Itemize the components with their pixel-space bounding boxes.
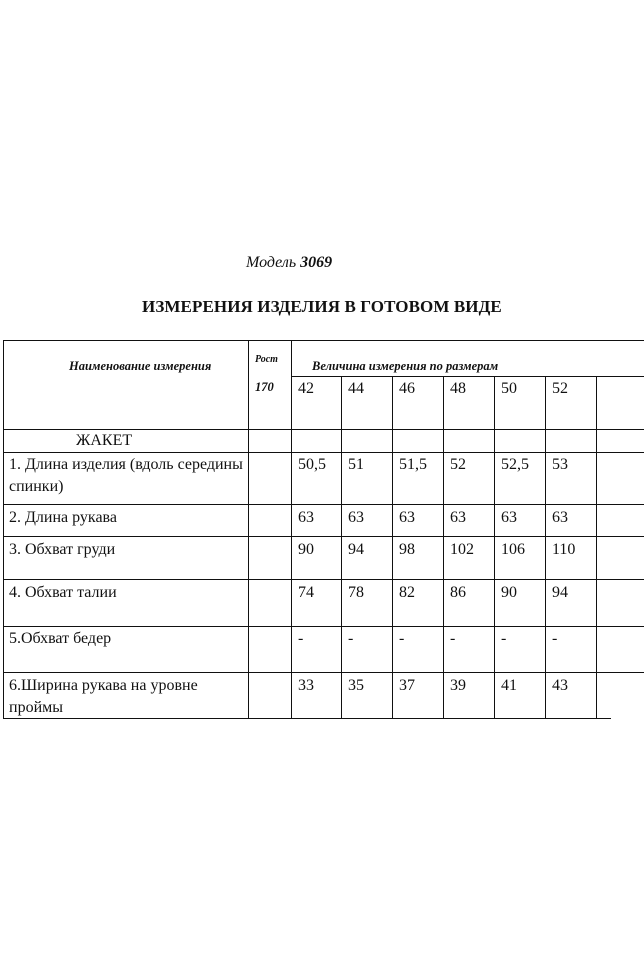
- size-header-44: 44: [348, 380, 364, 397]
- table-cell: 35: [348, 677, 364, 694]
- table-cell: 102: [450, 541, 474, 558]
- table-cell: 94: [348, 541, 364, 558]
- table-cell: -: [298, 630, 304, 647]
- table-cell: 63: [298, 509, 314, 526]
- table-cell: 90: [501, 584, 517, 601]
- table-cell: 106: [501, 541, 525, 558]
- table-cell: 63: [552, 509, 568, 526]
- table-cell: 78: [348, 584, 364, 601]
- table-cell: 90: [298, 541, 314, 558]
- table-cell: 110: [552, 541, 576, 558]
- table-cell: 63: [501, 509, 517, 526]
- size-header-50: 50: [501, 380, 517, 397]
- table-row-name: 6.Ширина рукава на уровне проймы: [9, 677, 198, 716]
- model-label: Модель: [246, 254, 297, 271]
- table-cell: 39: [450, 677, 466, 694]
- section-label: ЖАКЕТ: [76, 432, 133, 449]
- column-header-sizes: Величина измерения по размерам: [312, 359, 499, 373]
- table-row-name: 2. Длина рукава: [9, 509, 117, 526]
- table-cell: 51: [348, 456, 364, 473]
- size-header-48: 48: [450, 380, 466, 397]
- table-row-name: 4. Обхват талии: [9, 584, 117, 601]
- table-cell: 63: [348, 509, 364, 526]
- size-header-42: 42: [298, 380, 314, 397]
- table-cell: 50,5: [298, 456, 326, 473]
- table-cell: -: [450, 630, 456, 647]
- size-header-52: 52: [552, 380, 568, 397]
- table-row-name: 1. Длина изделия (вдоль середины спинки): [9, 456, 243, 495]
- table-cell: 63: [450, 509, 466, 526]
- table-cell: 74: [298, 584, 314, 601]
- table-cell: -: [501, 630, 507, 647]
- column-header-height-value: 170: [255, 380, 274, 394]
- table-cell: 94: [552, 584, 568, 601]
- table-cell: 37: [399, 677, 415, 694]
- table-cell: 86: [450, 584, 466, 601]
- table-cell: -: [552, 630, 558, 647]
- table-cell: 63: [399, 509, 415, 526]
- table-cell: 52: [450, 456, 466, 473]
- table-cell: 98: [399, 541, 415, 558]
- table-cell: 43: [552, 677, 568, 694]
- table-cell: 51,5: [399, 456, 427, 473]
- table-cell: 53: [552, 456, 568, 473]
- page-title: ИЗМЕРЕНИЯ ИЗДЕЛИЯ В ГОТОВОМ ВИДЕ: [142, 297, 502, 316]
- table-cell: -: [348, 630, 354, 647]
- table-row-name: 3. Обхват груди: [9, 541, 116, 558]
- table-cell: 33: [298, 677, 314, 694]
- model-number: 3069: [300, 254, 333, 271]
- column-header-name: Наименование измерения: [69, 359, 212, 373]
- table-cell: 52,5: [501, 456, 529, 473]
- table-cell: 82: [399, 584, 415, 601]
- table-cell: -: [399, 630, 405, 647]
- table-row-name: 5.Обхват бедер: [9, 630, 112, 647]
- model-line: [246, 254, 332, 272]
- column-header-height-label: Рост: [255, 354, 278, 365]
- size-header-46: 46: [399, 380, 415, 397]
- table-cell: 41: [501, 677, 517, 694]
